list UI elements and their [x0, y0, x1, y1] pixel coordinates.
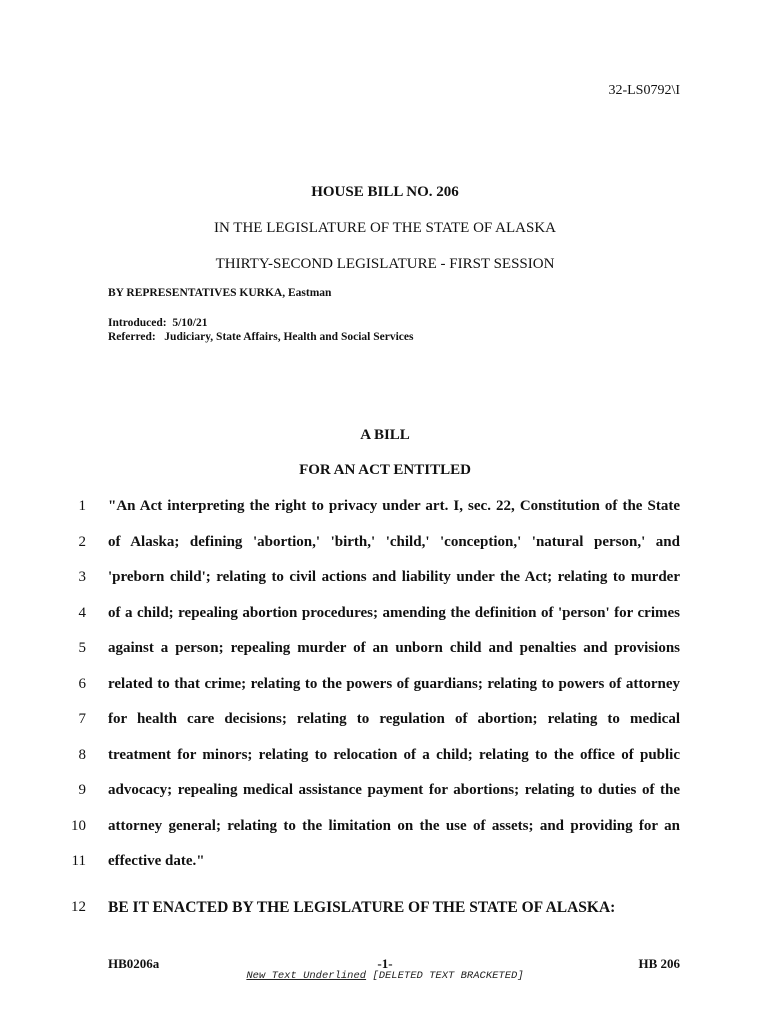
line-number: 5: [78, 640, 86, 656]
line-number: 7: [78, 711, 86, 727]
line-number: 11: [71, 853, 86, 869]
bill-line: related to that crime; relating to the powers of guardians; relating to powers of attorney: [108, 676, 680, 692]
introduced-date: Introduced: 5/10/21: [108, 317, 208, 329]
bill-line: for health care decisions; relating to regulation of abortion; relating to medical: [108, 711, 680, 727]
bill-line: of Alaska; defining 'abortion,' 'birth,' 'child,' 'conception,' 'natural person,' and: [108, 534, 680, 550]
bill-line: treatment for minors; relating to relocation of a child; relating to the office of public: [108, 747, 680, 763]
edit-legend: [0, 970, 770, 982]
act-entitled-heading: FOR AN ACT ENTITLED: [299, 462, 471, 478]
line-number: 4: [78, 605, 86, 621]
line-number: 2: [78, 534, 86, 550]
bill-line: of a child; repealing abortion procedures; amending the definition of 'person' for crimes: [108, 605, 680, 621]
footer-bill-name: HB 206: [638, 956, 680, 971]
a-bill-heading: A BILL: [360, 427, 410, 443]
line-number: 8: [78, 747, 86, 763]
line-number: 12: [71, 899, 86, 915]
legislature-line: IN THE LEGISLATURE OF THE STATE OF ALASKA: [214, 220, 556, 236]
bill-line: attorney general; relating to the limitation on the use of assets; and providing for an: [108, 818, 680, 834]
session-line: THIRTY-SECOND LEGISLATURE - FIRST SESSION: [215, 256, 555, 272]
bill-line: "An Act interpreting the right to privacy under art. I, sec. 22, Constitution of the State: [108, 498, 680, 514]
legend-new-text: New Text Underlined: [246, 970, 367, 982]
line-number: 10: [71, 818, 86, 834]
bill-line: advocacy; repealing medical assistance payment for abortions; relating to duties of the: [108, 782, 680, 798]
line-number: 3: [78, 569, 86, 585]
bill-line: 'preborn child'; relating to civil actions and liability under the Act; relating to murder: [108, 569, 680, 585]
legend-deleted-text: [DELETED TEXT BRACKETED]: [372, 970, 524, 982]
document-id: 32-LS0792\I: [608, 83, 680, 98]
bill-line: effective date.": [108, 853, 205, 869]
page-number: -1-: [377, 956, 393, 971]
referred-committees: Referred: Judiciary, State Affairs, Health and Social Services: [108, 331, 414, 343]
bill-number: HOUSE BILL NO. 206: [311, 184, 459, 200]
footer-bill-code: HB0206a: [108, 956, 160, 971]
bill-line: against a person; repealing murder of an unborn child and penalties and provisions: [108, 640, 680, 656]
line-number: 9: [78, 782, 86, 798]
line-number: 6: [78, 676, 86, 692]
sponsors-line: BY REPRESENTATIVES KURKA, Eastman: [108, 287, 332, 299]
line-number: 1: [78, 498, 86, 514]
enacting-clause: BE IT ENACTED BY THE LEGISLATURE OF THE STATE OF ALASKA:: [108, 899, 616, 916]
